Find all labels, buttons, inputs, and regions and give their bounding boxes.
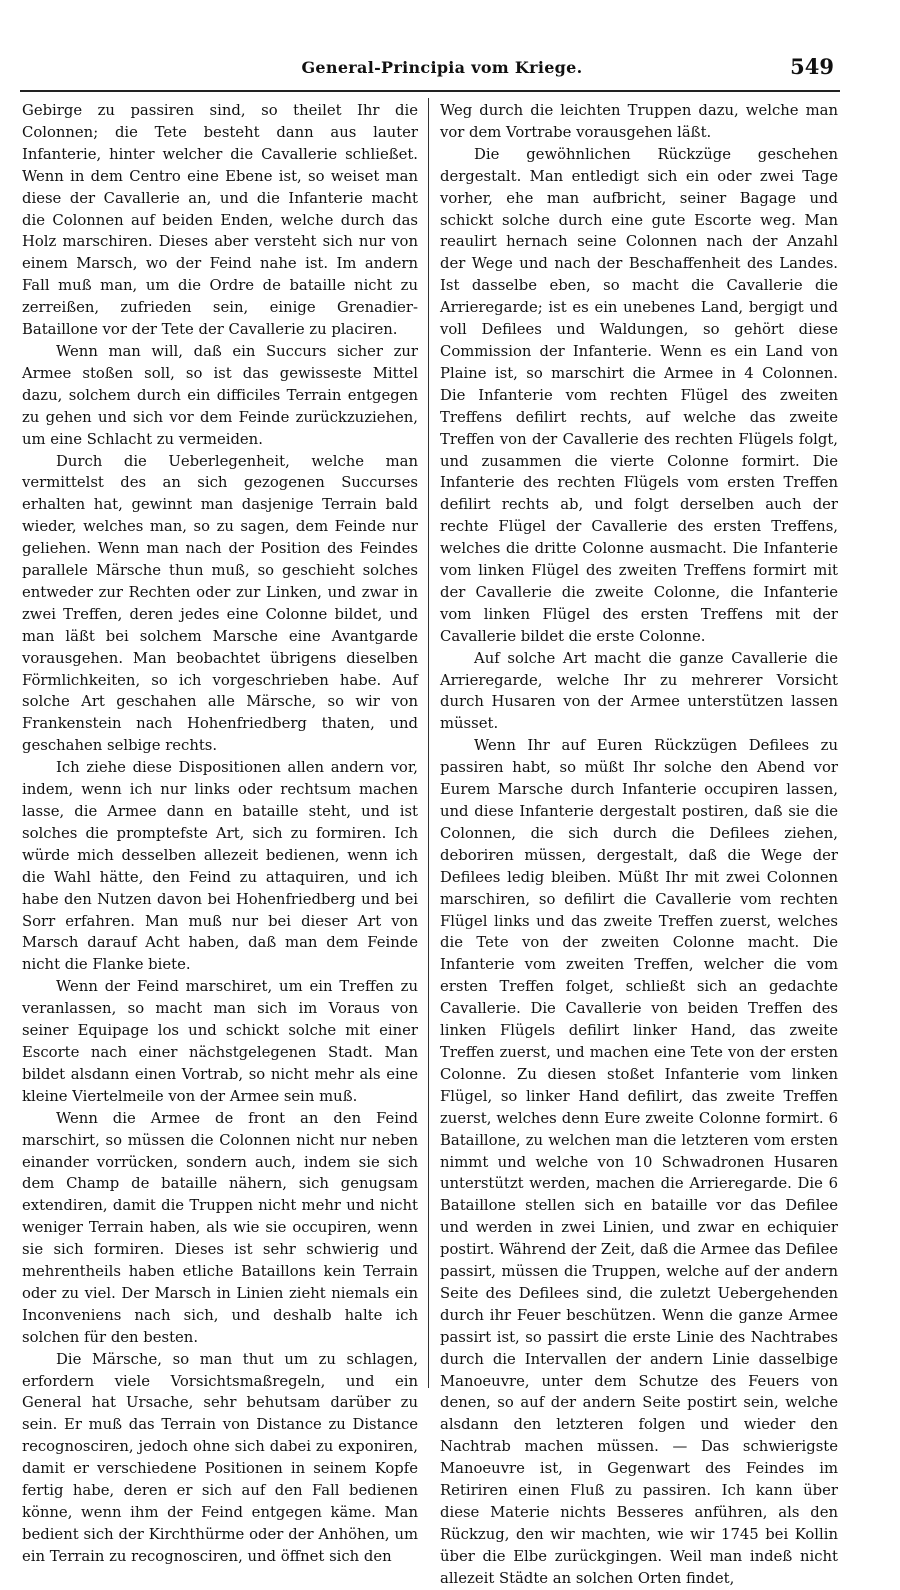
paragraph: Wenn die Armee de front an den Feind marschirt, so müssen die Colonnen nicht nur neben einander vorrücken, sondern auch, indem sie sich dem Champ de bataille nähern, sich genugsam extendiren, damit die Truppen nicht mehr und nicht weniger Terrain haben, als wie sie occupiren, wenn sie sich formiren. Dieses ist sehr schwierig und mehrentheils haben etliche Bataillons kein Terrain oder zu viel. Der Marsch in Linien zieht niemals ein Inconveniens nach sich, und deshalb halte ich solchen für den besten. xyxy=(22,1109,418,1346)
paragraph: Ich ziehe diese Dispositionen allen andern vor, indem, wenn ich nur links oder rechtsum machen lasse, die Armee dann en bataille steht, und ist solches die promptefste Art, sich zu formiren. Ich würde mich desselben allezeit bedienen, wenn ich die Wahl hätte, den Feind zu attaquiren, und ich habe den Nutzen davon bei Hohenfriedberg und bei Sorr erfahren. Man muß nur bei dieser Art von Marsch darauf Acht haben, daß man dem Feinde nicht die Flanke biete. xyxy=(22,759,418,974)
paragraph: Gebirge zu passiren sind, so theilet Ihr die Colonnen; die Tete besteht dann aus lauter Infanterie, hinter welcher die Cavallerie schließet. Wenn in dem Centro eine Ebene ist, so weiset man diese der Cavallerie an, und die Infanterie macht die Colonnen auf beiden Enden, welche durch das Holz marschiren. Dieses aber versteht sich nur von einem Marsch, wo der Feind nahe ist. Im andern Fall muß man, um die Ordre de bataille nicht zu zerreißen, zufrieden sein, einige Grenadier-Bataillone vor der Tete der Cavallerie zu placiren. xyxy=(22,102,418,339)
paragraph: Wenn man will, daß ein Succurs sicher zur Armee stoßen soll, so ist das gewisseste Mittel dazu, solchem durch ein difficiles Terrain entgegen zu gehen und sich vor dem Feinde zurückzuziehen, um eine Schlacht zu vermeiden. xyxy=(22,342,418,448)
running-title: General-Principia vom Kriege. xyxy=(301,58,583,77)
column-divider xyxy=(428,98,429,1388)
paragraph: Weg durch die leichten Truppen dazu, welche man vor dem Vortrabe vorausgehen läßt. xyxy=(440,102,838,141)
paragraph: Auf solche Art macht die ganze Cavallerie die Arrieregarde, welche Ihr zu mehrerer Vorsicht durch Husaren von der Armee unterstützen lassen müsset. xyxy=(440,649,838,733)
right-column xyxy=(440,100,838,1590)
paragraph: Wenn der Feind marschiret, um ein Treffen zu veranlassen, so macht man sich im Voraus von seiner Equipage los und schickt solche mit einer Escorte nach einer nächstgelegenen Stadt. Man bildet alsdann einen Vortrab, so nicht mehr als eine kleine Viertelmeile von der Armee sein muß. xyxy=(22,978,418,1105)
paragraph: Durch die Ueberlegenheit, welche man vermittelst des an sich gezogenen Succurses erhalten hat, gewinnt man dasjenige Terrain bald wieder, welches man, so zu sagen, dem Feinde nur geliehen. Wenn man nach der Position des Feindes parallele Märsche thun muß, so geschieht solches entweder zur Rechten oder zur Linken, und zwar in zwei Treffen, deren jedes eine Colonne bildet, und man läßt bei solchem Marsche eine Avantgarde vorausgehen. Man beobachtet übrigens dieselben Förmlichkeiten, so ich vorgeschrieben habe. Auf solche Art geschahen alle Märsche, so wir von Frankenstein nach Hohenfriedberg thaten, und geschahen selbige rechts. xyxy=(22,452,418,755)
paragraph: Wenn Ihr auf Euren Rückzügen Defilees zu passiren habt, so müßt Ihr solche den Abend vor Eurem Marsche durch Infanterie occupiren lassen, und diese Infanterie dergestalt postiren, daß sie die Colonnen, die sich durch die Defilees ziehen, deboriren müssen, dergestalt, daß die Wege der Defilees ledig bleiben. Müßt Ihr mit zwei Colonnen marschiren, so defilirt die Cavallerie vom rechten Flügel links und das zweite Treffen zuerst, welches die Tete von der zweiten Colonne macht. Die Infanterie vom zweiten Treffen, welcher die vom ersten Treffen folget, schließt sich an gedachte Cavallerie. Die Cavallerie von beiden Treffen des linken Flügels defilirt linker Hand, das zweite Treffen zuerst, und machen eine Tete von der ersten Colonne. Zu diesen stoßet Infanterie vom linken Flügel, so linker Hand defilirt, das zweite Treffen zuerst, welches denn Eure zweite Colonne formirt. 6 Bataillone, zu welchen man die letzteren vom ersten nimmt und welche von 10 Schwadronen Husaren unterstützt werden, machen die Arrieregarde. Die 6 Bataillone stellen sich en bataille vor das Defilee und werden in zwei Linien, und zwar en echiquier postirt. Während der Zeit, daß die Armee das Defilee passirt, müssen die Truppen, welche auf der andern Seite des Defilees sind, die zuletzt Uebergehenden durch ihr Feuer beschützen. Wenn die ganze Armee passirt ist, so passirt die erste Linie des Nachtrabes durch die Intervallen der andern Linie dasselbige Manoeuvre, unter dem Schutze des Feuers von denen, so auf der andern Seite postirt sein, welche alsdann den letzteren folgen und wieder den Nachtrab machen müssen. — Das schwierigste Manoeuvre ist, in Gegenwart des Feindes im Retiriren einen Fluß zu passiren. Ich kann über diese Materie nichts Besseres anführen, als den Rückzug, den wir machten, wie wir 1745 bei Kollin über die Elbe zurückgingen. Weil man indeß nicht allezeit Städte an solchen Orten findet, xyxy=(440,737,838,1587)
header-rule xyxy=(20,90,840,92)
paragraph: Die gewöhnlichen Rückzüge geschehen dergestalt. Man entledigt sich ein oder zwei Tage vorher, ehe man aufbricht, seiner Bagage und schickt solche durch eine gute Escorte weg. Man reaulirt hernach seine Colonnen nach der Anzahl der Wege und nach der Beschaffenheit des Landes. Ist dasselbe eben, so macht die Cavallerie die Arrieregarde; ist es ein unebenes Land, bergigt und voll Defilees und Waldungen, so gehört diese Commission der Infanterie. Wenn es ein Land von Plaine ist, so marschirt die Armee in 4 Colonnen. Die Infanterie vom rechten Flügel des zweiten Treffens defilirt rechts, auf welche das zweite Treffen von der Cavallerie des rechten Flügels folgt, und zusammen die vierte Colonne formirt. Die Infanterie des rechten Flügels vom ersten Treffen defilirt rechts ab, und folgt derselben auch der rechte Flügel der Cavallerie des ersten Treffens, welches die dritte Colonne ausmacht. Die Infanterie vom linken Flügel des zweiten Treffens formirt mit der Cavallerie die zweite Colonne, die Infanterie vom linken Flügel des ersten Treffens mit der Cavallerie bildet die erste Colonne. xyxy=(440,145,838,645)
left-column xyxy=(22,100,418,1568)
page-header xyxy=(0,0,900,92)
page-number: 549 xyxy=(790,54,834,79)
paragraph: Die Märsche, so man thut um zu schlagen, erfordern viele Vorsichtsmaßregeln, und ein General hat Ursache, sehr behutsam darüber zu sein. Er muß das Terrain von Distance zu Distance recognosciren, jedoch ohne sich dabei zu exponiren, damit er verschiedene Positionen in seinem Kopfe fertig habe, deren er sich auf den Fall bedienen könne, wenn ihm der Feind entgegen käme. Man bedient sich der Kirchthürme oder der Anhöhen, um ein Terrain zu recognosciren, und öffnet sich den xyxy=(22,1350,418,1565)
